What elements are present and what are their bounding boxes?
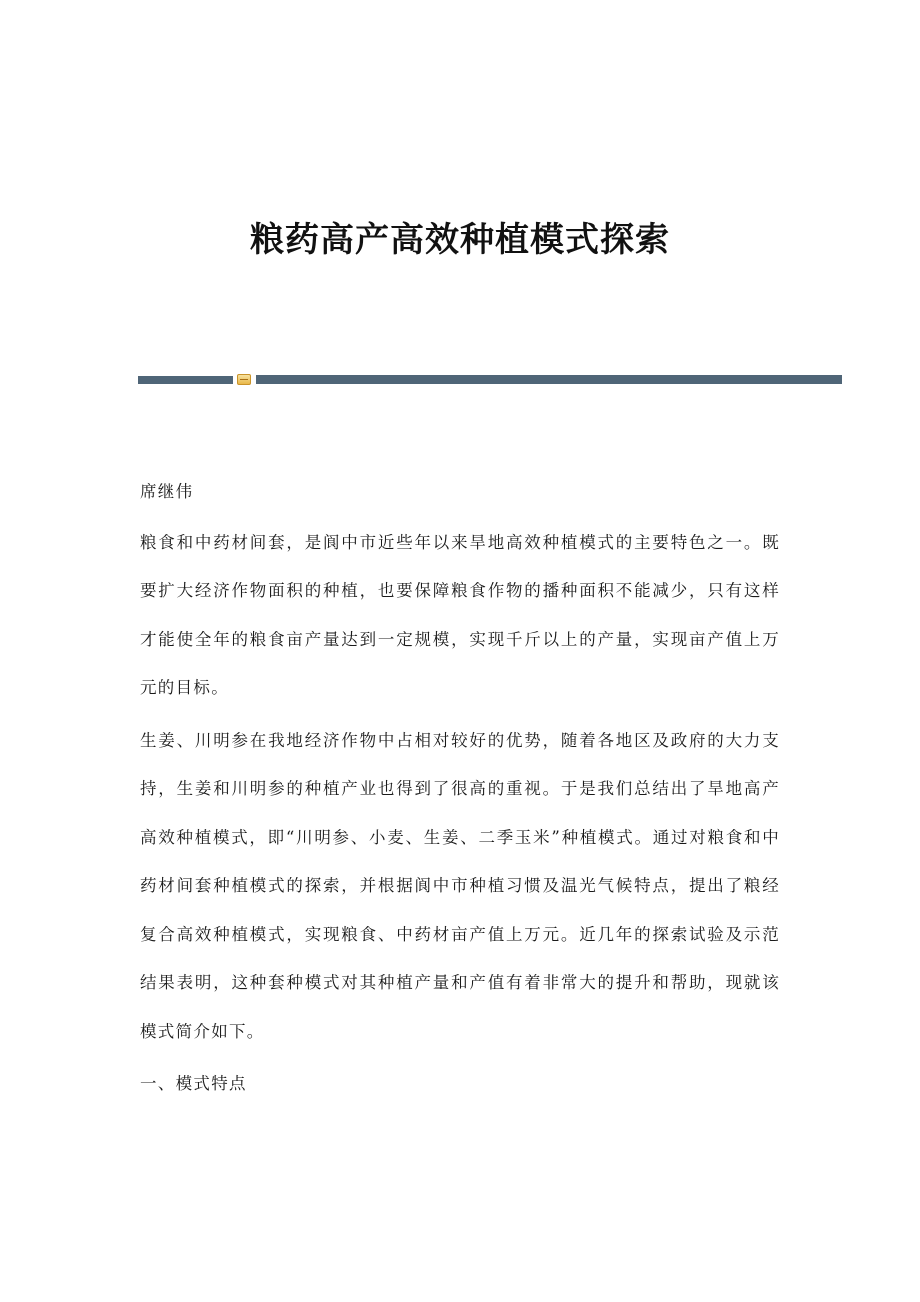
document-body	[140, 468, 780, 1109]
divider-emblem-icon	[237, 374, 251, 385]
author-name: 席继伟	[140, 482, 194, 501]
section-heading: 一、模式特点	[140, 1074, 247, 1093]
paragraph-background: 生姜、川明参在我地经济作物中占相对较好的优势，随着各地区及政府的大力支持，生姜和川明参的种植产业也得到了很高的重视。于是我们总结出了旱地高产高效种植模式，即“川明参、小麦、生姜、二季玉米”种植模式。通过对粮食和中药材间套种植模式的探索，并根据阆中市种植习惯及温光气候特点，提出了粮经复合高效种植模式，实现粮食、中药材亩产值上万元。近几年的探索试验及示范结果表明，这种套种模式对其种植产量和产值有着非常大的提升和帮助，现就该模式简介如下。	[140, 730, 780, 1041]
paragraph-intro: 粮食和中药材间套，是阆中市近些年以来旱地高效种植模式的主要特色之一。既要扩大经济作物面积的种植，也要保障粮食作物的播种面积不能减少，只有这样才能使全年的粮食亩产量达到一定规模，实现千斤以上的产量，实现亩产值上万元的目标。	[140, 532, 780, 697]
divider-bar-right	[256, 375, 842, 384]
divider-bar-left	[138, 376, 233, 384]
title-divider	[138, 374, 842, 386]
document-title: 粮药高产高效种植模式探索	[250, 220, 670, 260]
